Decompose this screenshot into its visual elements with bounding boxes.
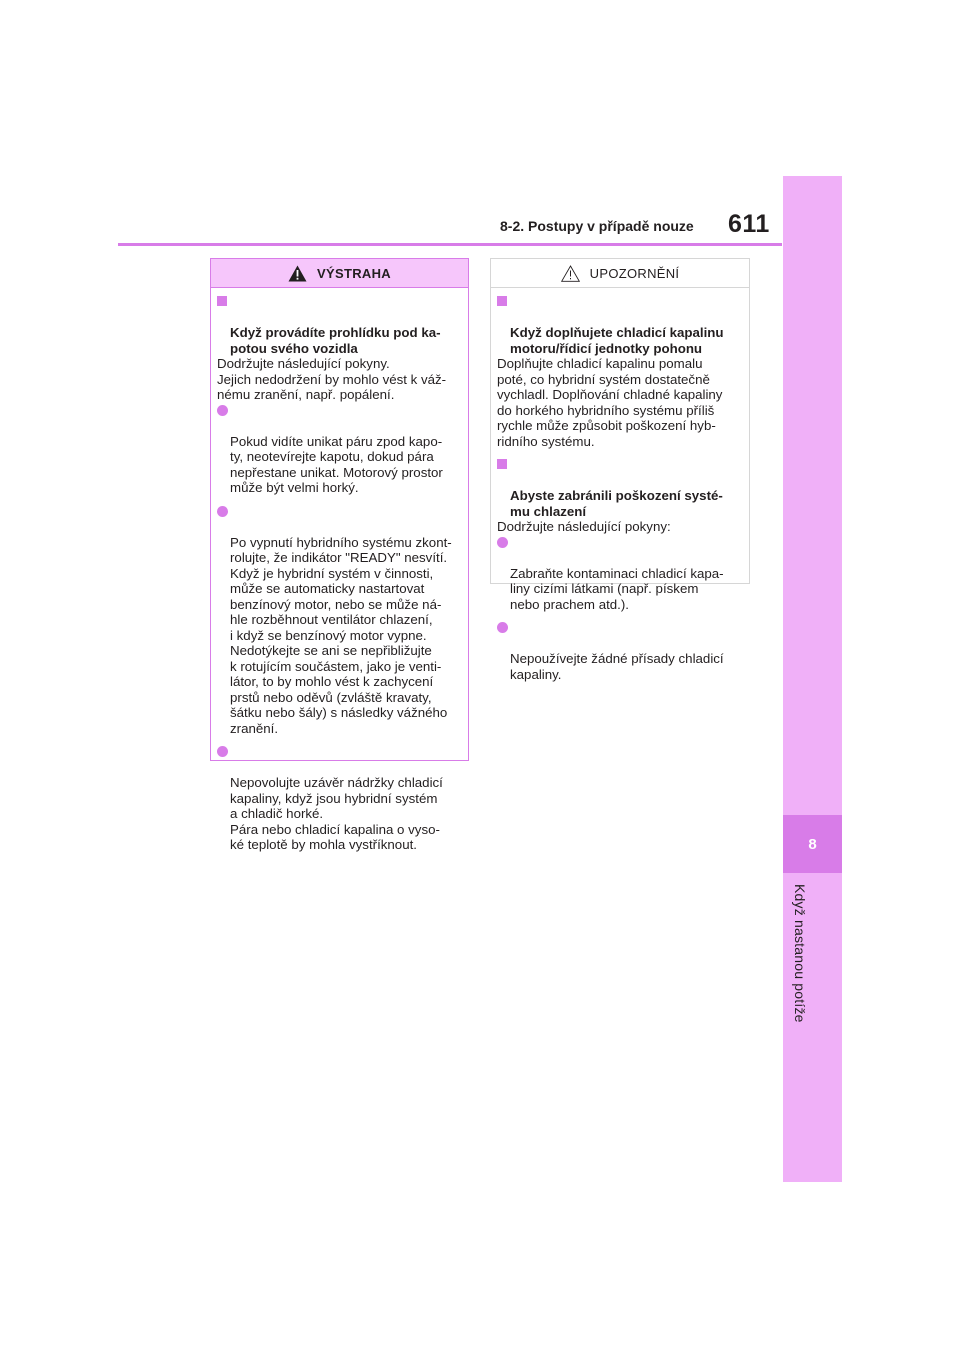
warning-heading-text: Když provádíte prohlídku pod ka- potou svého vozidla — [230, 325, 441, 356]
warning-bullet-text: Po vypnutí hybridního systému zkont- rolujte, že indikátor "READY" nesvítí. Když je hybridní systém v činnosti, může se automaticky nastartovat benzínový motor, nebo se může ná- hle rozběhnout ventilátor chlazení, i když se benzínový motor vypne. Nedotýkejte se ani se nepřibližujte k rotujícím součástem, jako je venti- látor, to by mohlo vést k zachycení prstů nebo oděvů (zvláště kravaty, šátku nebo šály) s následky vážného zranění. — [230, 534, 452, 736]
caution-intro: Dodržujte následující pokyny: — [497, 519, 671, 534]
caution-text: Doplňujte chladicí kapalinu pomalu poté, co hybridní systém dostatečně vychladl. Doplňování chladné kapaliny do horkého hybridního systému příliš rychle může způsobit poškození hyb- ridního systému. — [497, 356, 723, 449]
side-tab — [783, 176, 842, 1182]
warning-box-header — [211, 259, 468, 288]
warning-bullet — [217, 744, 462, 853]
round-bullet-icon — [497, 537, 508, 548]
round-bullet-icon — [217, 405, 228, 416]
caution-heading — [497, 294, 743, 356]
caution-heading — [497, 457, 743, 519]
caution-box — [490, 258, 750, 682]
warning-bullet-text: Pokud vidíte unikat páru zpod kapo- ty, neotevírejte kapotu, dokud pára nepřestane unikat. Motorový prostor může být velmi horký. — [230, 433, 443, 495]
warning-bullet — [217, 504, 462, 737]
header-divider — [118, 243, 782, 246]
round-bullet-icon — [217, 506, 228, 517]
warning-heading — [217, 294, 462, 356]
caution-triangle-icon — [561, 265, 580, 282]
caution-bullet — [497, 620, 743, 682]
chapter-label: Když nastanou potíže — [792, 884, 808, 1023]
round-bullet-icon — [217, 746, 228, 757]
square-bullet-icon — [497, 459, 507, 469]
caution-bullet — [497, 535, 743, 613]
square-bullet-icon — [497, 296, 507, 306]
page-number: 611 — [728, 210, 770, 238]
round-bullet-icon — [497, 622, 508, 633]
square-bullet-icon — [217, 296, 227, 306]
caution-heading-text: Když doplňujete chladicí kapalinu motoru/řídicí jednotky pohonu — [510, 325, 724, 356]
caution-bullet-text: Nepoužívejte žádné přísady chladicí kapaliny. — [510, 651, 724, 682]
section-title: 8-2. Postupy v případě nouze — [500, 218, 694, 234]
chapter-number: 8 — [783, 815, 842, 873]
warning-box — [210, 258, 469, 852]
caution-box-title: UPOZORNĚNÍ — [589, 265, 680, 281]
caution-heading-text: Abyste zabránili poškození systé- mu chlazení — [510, 488, 723, 519]
caution-bullet-text: Zabraňte kontaminaci chladicí kapa- liny cizími látkami (např. pískem nebo prachem atd.). — [510, 565, 724, 612]
warning-triangle-icon — [288, 265, 307, 282]
caution-box-header — [491, 259, 749, 288]
warning-box-title: VÝSTRAHA — [317, 265, 391, 281]
warning-bullet — [217, 403, 462, 496]
warning-intro: Dodržujte následující pokyny. Jejich nedodržení by mohlo vést k váž- nému zranění, např. popálení. — [217, 356, 447, 402]
warning-bullet-text: Nepovolujte uzávěr nádržky chladicí kapaliny, když jsou hybridní systém a chladič horké. Pára nebo chladicí kapalina o vyso- ké teplotě by mohla vystříknout. — [230, 775, 443, 852]
